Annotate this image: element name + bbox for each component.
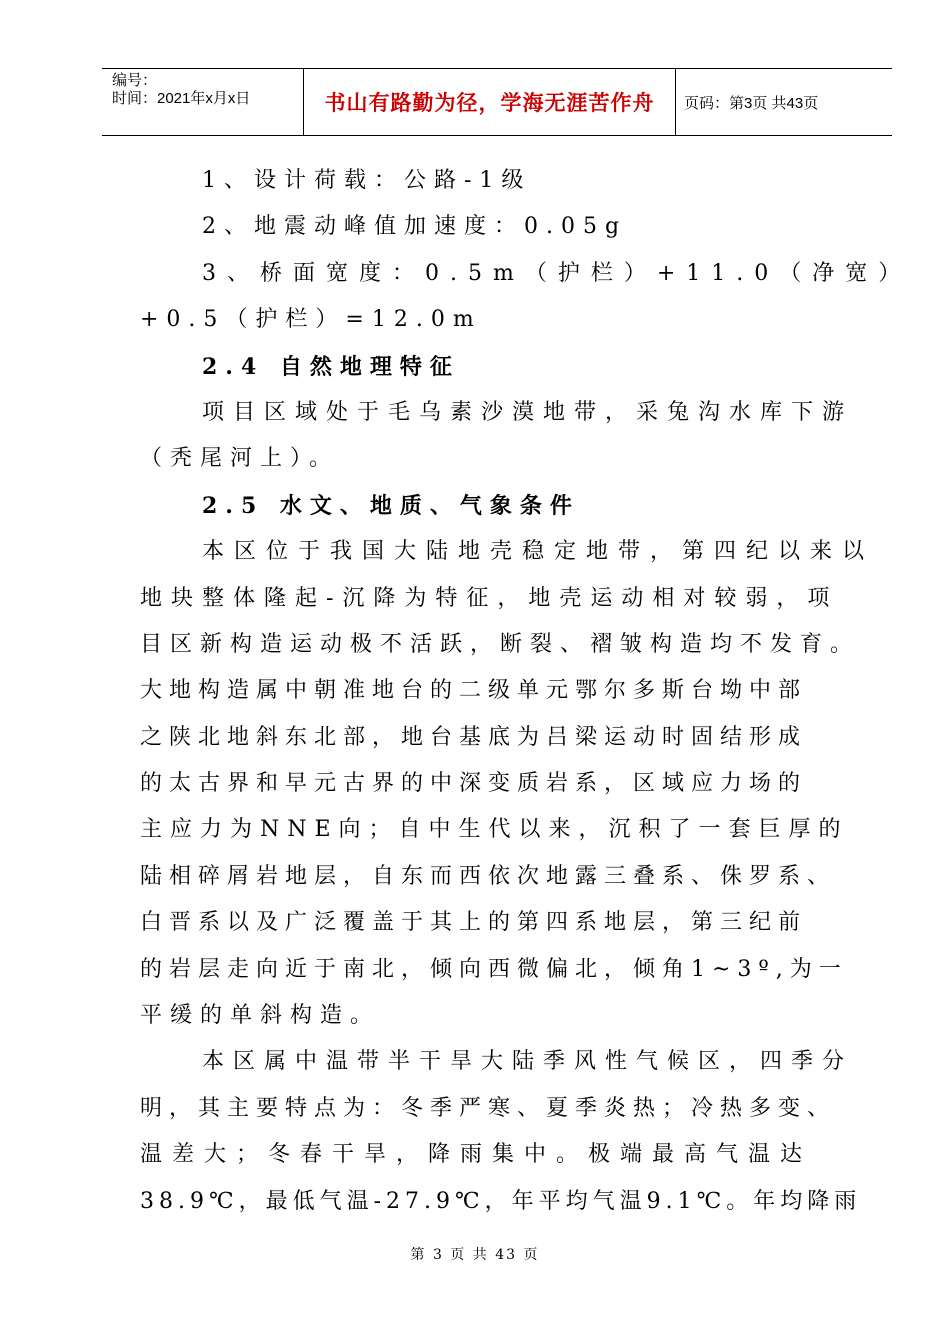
text-line: 项目区域处于毛乌素沙漠地带，采兔沟水库下游 bbox=[202, 399, 854, 425]
text-line: 本区位于我国大陆地壳稳定地带，第四纪以来以 bbox=[202, 539, 875, 565]
text-line: 目区新构造运动极不活跃，断裂、褶皱构造均不发育。 bbox=[140, 631, 861, 657]
header-page-info-cell bbox=[676, 69, 892, 135]
page-footer: 第 3 页 共 43 页 bbox=[410, 1247, 540, 1263]
text-line: 大地构造属中朝准地台的二级单元鄂尔多斯台坳中部 bbox=[140, 678, 808, 704]
document-body bbox=[140, 158, 912, 1225]
text-line: 3、桥面宽度：0.5m（护栏）+11.0（净宽） bbox=[202, 260, 912, 286]
document-time: 时间：2021年x月x日 bbox=[112, 90, 251, 107]
text-line: 白晋系以及广泛覆盖于其上的第四系地层，第三纪前 bbox=[140, 910, 808, 936]
text-line: （秃尾河上）。 bbox=[140, 446, 340, 472]
text-line: 陆相碎屑岩地层，自东而西依次地露三叠系、侏罗系、 bbox=[140, 863, 837, 889]
text-line: 温差大；冬春干旱，降雨集中。极端最高气温达 bbox=[140, 1142, 813, 1168]
page-header bbox=[102, 68, 892, 136]
text-line: 本区属中温带半干旱大陆季风性气候区，四季分 bbox=[202, 1049, 854, 1075]
text-line: 明，其主要特点为：冬季严寒、夏季炎热；冷热多变、 bbox=[140, 1095, 837, 1121]
text-line: 的岩层走向近于南北，倾向西微偏北，倾角1~3º,为一 bbox=[140, 956, 848, 982]
document-number-label: 编号： bbox=[112, 72, 158, 89]
header-meta bbox=[102, 69, 304, 135]
header-motto: 书山有路勤为径，学海无涯苦作舟 bbox=[324, 92, 655, 115]
header-motto-cell bbox=[304, 69, 676, 135]
section-heading: 2.5 水文、地质、气象条件 bbox=[202, 492, 580, 519]
text-line: 主应力为NNE向；自中生代以来，沉积了一套巨厚的 bbox=[140, 817, 849, 843]
text-line: 2、地震动峰值加速度：0.05g bbox=[202, 214, 628, 240]
text-line: 地块整体隆起-沉降为特征，地壳运动相对较弱，项 bbox=[140, 585, 839, 611]
text-line: +0.5（护栏）=12.0m bbox=[140, 307, 482, 333]
text-line: 的太古界和早元古界的中深变质岩系，区域应力场的 bbox=[140, 771, 808, 797]
text-line: 平缓的单斜构造。 bbox=[140, 1003, 381, 1029]
text-line: 之陕北地斜东北部，地台基底为吕梁运动时固结形成 bbox=[140, 724, 808, 750]
header-page-info: 页码：第3页 共43页 bbox=[684, 94, 819, 112]
text-line: 1、设计荷载：公路-1级 bbox=[202, 168, 532, 193]
text-line: 38.9℃，最低气温-27.9℃，年平均气温9.1℃。年均降雨 bbox=[140, 1188, 862, 1214]
section-heading: 2.4 自然地理特征 bbox=[202, 353, 460, 380]
